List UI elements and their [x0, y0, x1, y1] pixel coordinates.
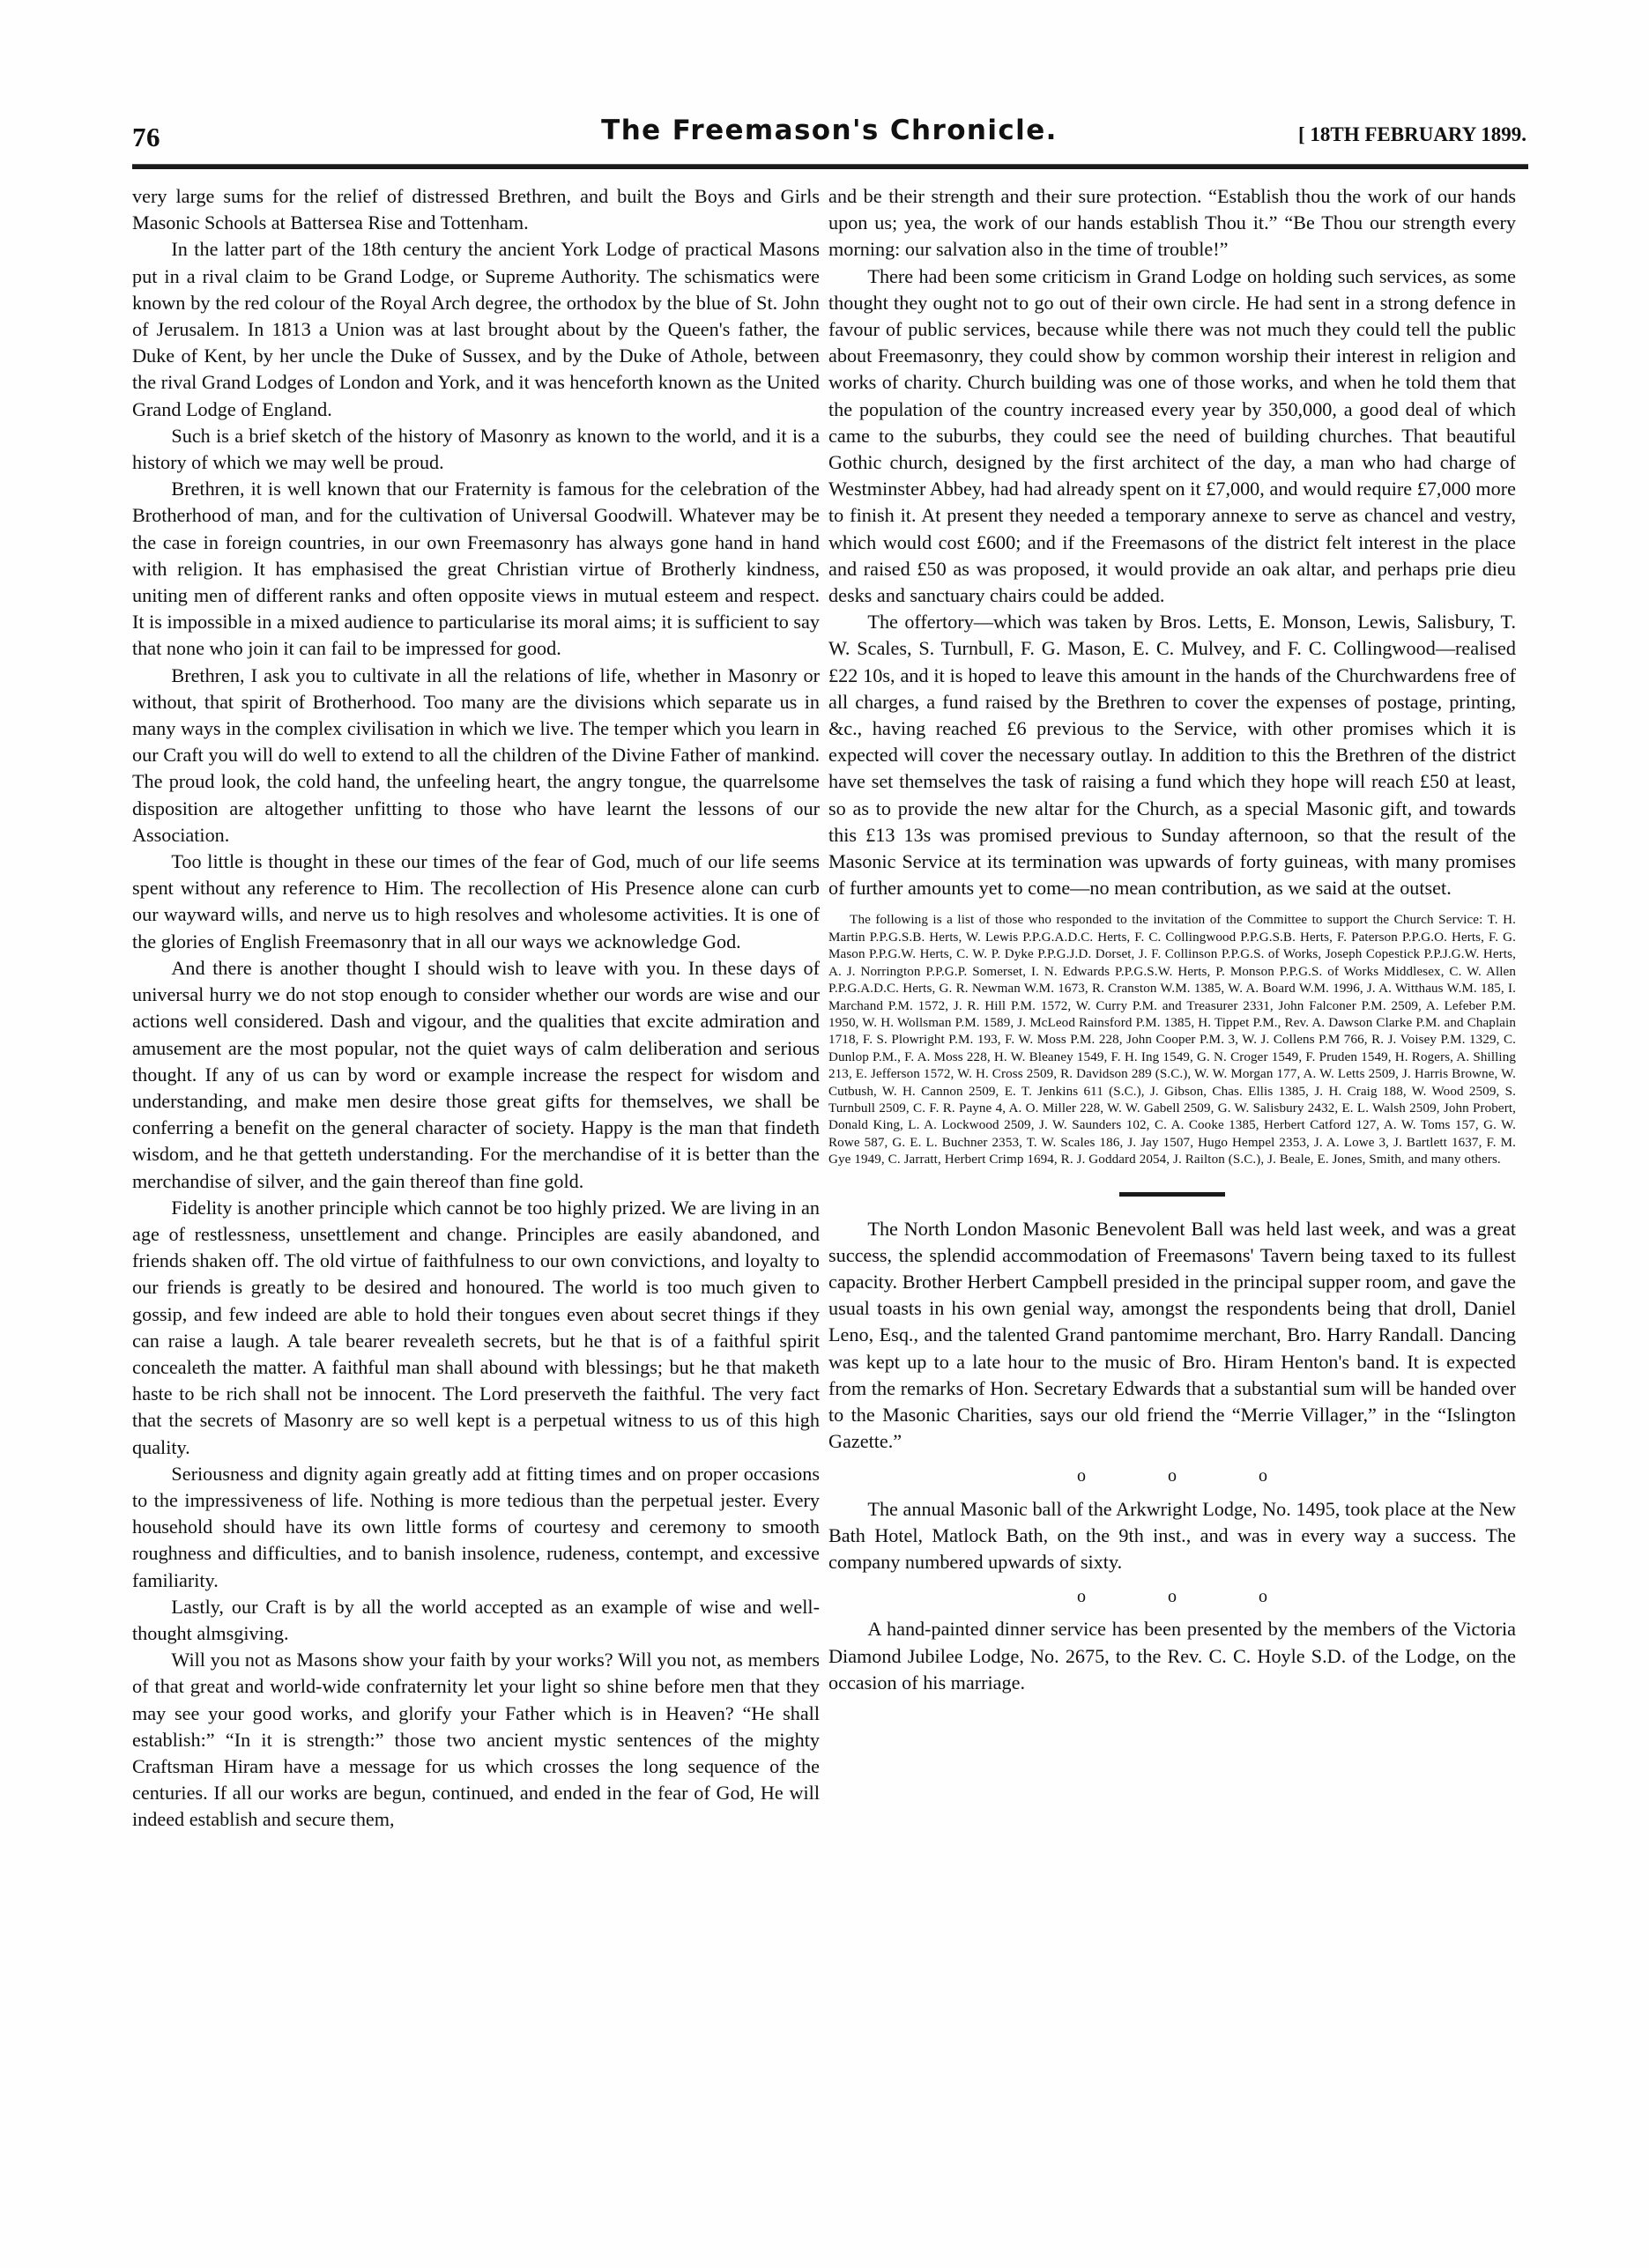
- paragraph: And there is another thought I should wish to leave with you. In these days of universal hurry we do not stop enough to consider whether our words are wise and our actions well considered. Dash and vigour, and the qualities that excite admiration and amusement are the most popular, not the quiet ways of calm deliberation and serious thought. If any of us can by word or example increase the respect for wisdom and understanding, and make men desire those great gifts for themselves, we shall be conferring a benefit on the general character of society. Happy is the man that findeth wisdom, and he that getteth understanding. For the merchandise of it is better than the merchandise of silver, and the gain thereof than fine gold.: [132, 956, 820, 1192]
- publication-title: The Freemason's Chronicle.: [601, 115, 1058, 146]
- masthead-rule: [132, 164, 1528, 169]
- news-item-north-london-ball: The North London Masonic Benevolent Ball was held last week, and was a great success, the splendid accommodation of Freemasons' Tavern being taxed to its fullest capacity. Brother Herbert Campbell presided in the principal supper room, and gave the usual toasts in his own genial way, amongst the respondents being that droll, Daniel Leno, Esq., and the talented Grand pantomime merchant, Bro. Harry Randall. Dancing was kept up to a late hour to the music of Bro. Hiram Henton's band. It is expected from the remarks of Hon. Secretary Edwards that a substantial sum will be handed over to the Masonic Charities, says our old friend the “Merrie Villager,” in the “Islington Gazette.”: [828, 1217, 1516, 1453]
- issue-date: [ 18TH FEBRUARY 1899.: [1297, 123, 1526, 145]
- masthead: [132, 113, 1526, 166]
- paragraph: Seriousness and dignity again greatly add at fitting times and on proper occasions to the impressiveness of life. Nothing is more tedious than the perpetual jester. Every household should have its own little forms of courtesy and ceremony to smooth roughness and difficulties, and to banish insolence, rudeness, contempt, and excessive familiarity.: [132, 1462, 820, 1591]
- church-service-attendee-list: [828, 912, 1516, 1168]
- item-separator-dots: o o o: [1077, 1466, 1306, 1486]
- paragraph: very large sums for the relief of distressed Brethren, and built the Boys and Girls Masonic Schools at Battersea Rise and Tottenham.: [132, 185, 820, 234]
- paragraph: Will you not as Masons show your faith by your works? Will you not, as members of that great and world-wide confraternity let your light so shine before men that they may see your good works, and glorify your Father which is in Heaven? “He shall establish:” “In it is strength:” those two ancient mystic sentences of the mighty Craftsman Hiram have a message for us which crosses the long sequence of the centuries. If all our works are begun, continued, and ended in the fear of God, He will indeed establish and secure them,: [132, 1649, 820, 1831]
- paragraph: Brethren, I ask you to cultivate in all the relations of life, whether in Masonry or without, that spirit of Brotherhood. Too many are the divisions which separate us in many ways in the complex civilisation in which we live. The temper which you learn in our Craft you will do well to extend to all the children of the Divine Father of mankind. The proud look, the cold hand, the unfeeling heart, the angry tongue, the quarrelsome disposition are altogether unfitting to those who have learnt the lessons of our Association.: [132, 663, 820, 846]
- paragraph: Too little is thought in these our times of the fear of God, much of our life seems spent without any reference to Him. The recollection of His Presence alone can curb our wayward wills, and nerve us to high resolves and wholesome activities. It is one of the glories of English Freemasonry that in all our ways we acknowledge God.: [132, 850, 820, 952]
- attendee-list-text: The following is a list of those who responded to the invitation of the Committee to support the Church Service: T. H. Martin P.P.G.S.B. Herts, W. Lewis P.P.G.A.D.C. Herts, F. C. Collingwood P.P.G.S.B. Herts, F. Paterson P.P.G.O. Herts, F. G. Mason P.P.G.W. Herts, C. W. P. Dyke P.P.G.J.D. Dorset, J. F. Collinson P.P.G.S. of Works, Joseph Copestick P.P.J.G.W. Herts, A. J. Norrington P.P.G.P. Somerset, I. N. Edwards P.P.G.S.W. Herts, P. Monson P.P.G.S. of Works Middlesex, C. W. Allen P.P.G.A.D.C. Herts, G. R. Newman W.M. 1673, R. Cranston W.M. 1385, W. A. Board W.M. 1996, J. A. Witthaus W.M. 185, I. Marchand P.M. 1572, J. R. Hill P.M. 1572, W. Curry P.M. and Treasurer 2331, John Falconer P.M. 2509, A. Lefeber P.M. 1950, W. H. Wollsman P.M. 1589, J. McLeod Rainsford P.M. 1385, H. Tippet P.M., Rev. A. Dawson Clarke P.M. and Chaplain 1718, F. S. Plowright P.M. 193, F. W. Moss P.M. 228, John Cooper P.M. 3, W. J. Collens P.M 766, R. J. Voisey P.M. 1329, C. Dunlop P.M., F. A. Moss 228, H. W. Bleaney 1549, F. H. Ing 1549, G. N. Croger 1549, F. Pruden 1549, H. Rogers, A. Shilling 213, E. Jefferson 1572, W. H. Cross 2509, R. Davidson 289 (S.C.), W. W. Morgan 177, A. W. Letts 2509, J. Harris Browne, W. Cutbush, W. H. Cannon 2509, E. T. Jenkins 611 (S.C.), J. Gibson, Chas. Ellis 1385, J. H. Craig 188, W. Wood 2509, S. Turnbull 2509, C. F. R. Payne 4, A. O. Miller 228, W. W. Gabell 2509, G. W. Salisbury 2432, E. L. Walsh 2509, John Probert, Donald King, L. A. Lockwood 2509, J. W. Saunders 102, C. A. Cooke 1385, Herbert Catford 127, A. W. Toms 157, G. W. Rowe 587, G. E. L. Buchner 2353, T. W. Scales 186, J. Jay 1507, Hugo Hempel 2353, J. A. Lowe 3, J. Bartlett 1637, F. M. Gye 1949, C. Jarratt, Herbert Crimp 1694, R. J. Goddard 2054, J. Railton (S.C.), J. Beale, E. Jones, Smith, and many others.: [828, 913, 1516, 1167]
- page-number: 76: [132, 122, 160, 152]
- item-separator-dots: o o o: [1077, 1587, 1306, 1607]
- paragraph: In the latter part of the 18th century the ancient York Lodge of practical Masons put in a rival claim to be Grand Lodge, or Supreme Authority. The schismatics were known by the red colour of the Royal Arch degree, the orthodox by the blue of St. John of Jerusalem. In 1813 a Union was at last brought about by the Queen's father, the Duke of Kent, by her uncle the Duke of Sussex, and by the Duke of Athole, between the rival Grand Lodges of London and York, and it was henceforth known as the United Grand Lodge of England.: [132, 238, 820, 420]
- paragraph: Brethren, it is well known that our Fraternity is famous for the celebration of the Brotherhood of man, and for the cultivation of Universal Goodwill. Whatever may be the case in foreign countries, in our own Freemasonry has always gone hand in hand with religion. It has emphasised the great Christian virtue of Brotherly kindness, uniting men of different ranks and often opposite views in mutual esteem and respect. It is impossible in a mixed audience to particularise its moral aims; it is sufficient to say that none who join it can fail to be impressed for good.: [132, 478, 820, 660]
- column-left: [132, 183, 820, 1834]
- news-item-jubilee-lodge-gift: A hand-painted dinner service has been presented by the members of the Victoria Diamond Jubilee Lodge, No. 2675, to the Rev. C. C. Hoyle S.D. of the Lodge, on the occasion of his marriage.: [828, 1618, 1516, 1694]
- paragraph: There had been some criticism in Grand Lodge on holding such services, as some thought they ought not to go out of their own circle. He had sent in a strong defence in favour of public services, because while there was not much they could tell the public about Freemasonry, they could show by common worship their interest in religion and works of charity. Church building was one of those works, and when he told them that the population of the country increased every year by 350,000, a good deal of which came to the suburbs, they could see the need of building churches. That beautiful Gothic church, designed by the first architect of the day, a man who had charge of Westminster Abbey, had had already spent on it £7,000, and would require £7,000 more to finish it. At present they needed a temporary annexe to serve as chancel and vestry, which would cost £600; and if the Freemasons of the district felt interest in the place and raised £50 as was proposed, it would provide an oak altar, and perhaps prie dieu desks and sanctuary chairs could be added.: [828, 264, 1516, 607]
- section-divider-rule: [1119, 1192, 1225, 1197]
- paragraph: Such is a brief sketch of the history of Masonry as known to the world, and it is a history of which we may well be proud.: [132, 424, 820, 474]
- column-right: [828, 183, 1516, 1696]
- paragraph: Lastly, our Craft is by all the world accepted as an example of wise and well-thought almsgiving.: [132, 1595, 820, 1644]
- paragraph: The offertory—which was taken by Bros. Letts, E. Monson, Lewis, Salisbury, T. W. Scales, S. Turnbull, F. G. Mason, E. C. Mulvey, and F. C. Collingwood—realised £22 10s, and it is hoped to leave this amount in the hands of the Churchwardens free of all charges, a fund raised by the Brethren to cover the expenses of postage, printing, &c., having reached £6 previous to the Service, with other promises which it is expected will cover the necessary outlay. In addition to this the Brethren of the district have set themselves the task of raising a fund which they hope will reach £50 at least, so as to provide the new altar for the Church, as a special Masonic gift, and towards this £13 13s was promised previous to Sunday afternoon, so that the result of the Masonic Service at its termination was upwards of forty guineas, with many promises of further amounts yet to come—no mean contribution, as we said at the outset.: [828, 611, 1516, 900]
- news-item-arkwright-lodge-ball: The annual Masonic ball of the Arkwright Lodge, No. 1495, took place at the New Bath Hotel, Matlock Bath, on the 9th inst., and was in every way a success. The company numbered upwards of sixty.: [828, 1497, 1516, 1574]
- paragraph: and be their strength and their sure protection. “Establish thou the work of our hands upon us; yea, the work of our hands establish Thou it.” “Be Thou our strength every morning: our salvation also in the time of trouble!”: [828, 185, 1516, 261]
- paragraph: Fidelity is another principle which cannot be too highly prized. We are living in an age of restlessness, unsettlement and change. Principles are easily abandoned, and friends shaken off. The old virtue of faithfulness to our own convictions, and loyalty to our friends is greatly to be desired and honoured. The world is too much given to gossip, and few indeed are able to hold their tongues even about secret things if they can raise a laugh. A tale bearer revealeth secrets, but he that is of a faithful spirit concealeth the matter. A faithful man shall abound with blessings; but he that maketh haste to be rich shall not be innocent. The Lord preserveth the faithful. The very fact that the secrets of Masonry are so well kept is a perpetual witness to us of this high quality.: [132, 1196, 820, 1458]
